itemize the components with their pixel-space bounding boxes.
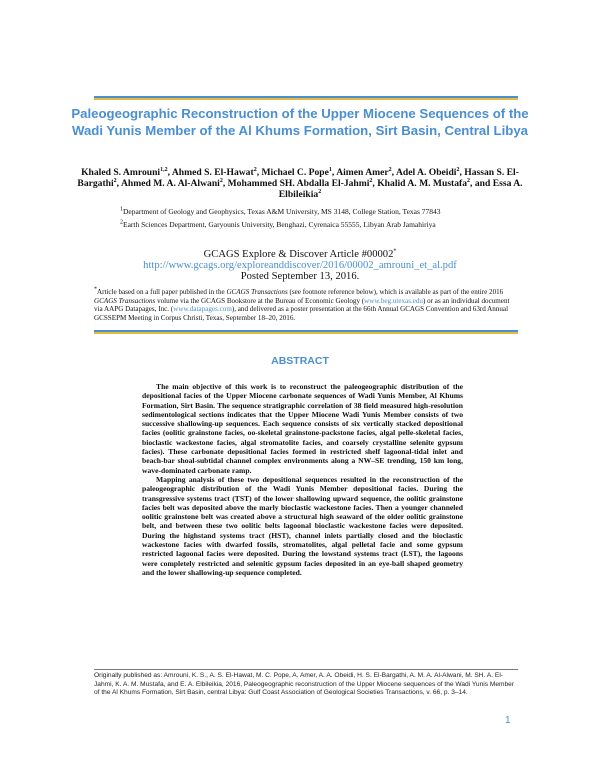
article-label: GCAGS Explore & Discover Article #00002* bbox=[203, 248, 397, 260]
author-name: Ahmed M. A. Al-Alwani bbox=[120, 178, 220, 190]
originally-published-citation: Originally published as: Amrouni, K. S., A. S. El-Hawat, M. C. Pope, A. Amer, A. A. Obeidi, H. S. El-Bargathi, A. M. A. Al-Alwani, M. SH. A. El-Jahmi, K. A. M. Mustafa, and E. A. Elbileikia, 2016, Paleogeographic reconstruction of the Upper Miocene sequences of the Wadi Yunis Member of the Al Khums Formation, Sirt Basin, central Libya: Gulf Coast Association of Geological Societies Transactions, v. 66, p. 3–14. bbox=[94, 672, 515, 697]
mid-rule-gold bbox=[94, 332, 518, 334]
author-name: Adel A. Obeidi bbox=[395, 167, 457, 178]
affiliation-1: $^1$Department of Geology and Geophysics, Texas A&M University, MS 3148, College Station, Texas 77843 bbox=[120, 206, 441, 216]
datapages-link[interactable]: www.datapages.com bbox=[173, 305, 232, 314]
affiliation-2: $^2$Earth Sciences Department, Garyounis University, Benghazi, Cyrenaica 55555, Libyan Arab Jamahiriya bbox=[120, 219, 436, 229]
author-name: Khaled S. Amrouni bbox=[81, 167, 161, 178]
author-name: Khalid A. M. Mustafa bbox=[377, 178, 468, 190]
beg-link[interactable]: www.beg.utexas.edu bbox=[364, 296, 423, 305]
author-name: Aimen Amer bbox=[336, 167, 389, 178]
page-number: 1 bbox=[505, 715, 511, 726]
article-url-link[interactable]: http://www.gcags.org/exploreanddiscover/2016/00002_amrouni_et_al.pdf bbox=[143, 260, 457, 271]
footnote: *Article based on a full paper published in the GCAGS Transactions (see footnote reference below), which is available as part of the entire 2016 GCAGS Transactions volume via the GCAGS Bookstore at the Bureau of Economic Geology (www.beg.utexas.edu) or as an individual document via AAPG Datapages, Inc. (www.datapages.com), and delivered as a poster presentation at the 66th Annual GCAGS Convention and 63rd Annual GCSSEPM Meeting in Corpus Christi, Texas, September 18–20, 2016. bbox=[94, 286, 510, 323]
citation-divider bbox=[94, 669, 518, 670]
abstract-paragraph-2: Mapping analysis of these two depositional sequences resulted in the reconstruction of the paleogeographic distribution of the Wadi Yunis Member depositional facies. During the transgressive systems tract (TST) of the lower shallowing upward sequence, the oolitic grainstone facies belt was deposited above the marly bioclastic wackestone facies. Then a younger channeled oolitic grainstone belt was created above a structural high seaward of the older oolitic grainstone belt, and between these two oolitic belts lagoonal bioclastic wackestone facies were deposited. During the highstand systems tract (HST), channel inlets partially closed and the bioclastic wackestone facies with dwarfed fossils, stromatolites, algal pelletal facie and some gypsum restricted lagoonal facies were deposited. During the lowstand systems tract (LST), the lagoons were completely restricted and selenitic gypsum facies deposited in an eye-ball shaped geometry and the lower shallowing-up sequence completed. bbox=[142, 474, 463, 577]
paper-title: Paleogeographic Reconstruction of the Upper Miocene Sequences of the Wadi Yunis Member of the Al Khums Formation, Sirt Basin, Central Libya bbox=[71, 106, 529, 138]
author-list: Khaled S. Amrouni$^{1,2}$, Ahmed S. El-Hawat$^2$, Michael C. Pope$^1$, Aimen Amer$^2$, Adel A. Obeidi$^2$, Hassan S. El-Bargathi$^2$, Ahmed M. A. Al-Alwani$^2$, Mohammed SH. Abdalla El-Jahmi$^2$, Khalid A. M. Mustafa$^2$, and Essa A. Elbileikia$^2$ bbox=[77, 166, 523, 201]
author-name: Mohammed SH. Abdalla El-Jahmi bbox=[227, 178, 370, 190]
author-name: Ahmed S. El-Hawat bbox=[171, 167, 254, 178]
abstract-heading: ABSTRACT bbox=[271, 355, 329, 367]
top-rule-gold bbox=[94, 98, 518, 100]
author-name: Hassan S. El-Bargathi bbox=[77, 167, 519, 190]
abstract-body bbox=[142, 382, 463, 577]
author-name: Michael C. Pope bbox=[261, 167, 329, 178]
author-name: Essa A. Elbileikia bbox=[278, 178, 523, 201]
abstract-paragraph-1: The main objective of this work is to reconstruct the paleogeographic distribution of the depositional facies of the Upper Miocene carbonate sequences of Wadi Yunis Member, Al Khums Formation, Sirt Basin. The sequence stratigraphic correlation of 38 field measured high-resolution sedimentological sections indicates that the Upper Miocene Wadi Yunis Member consists of two successive shallowing-up sequences. Each sequence consists of six vertically stacked depositional facies (oolitic grainstone facies, oo-skeletal grainstone-packstone facies, algal pelle-skeletal facies, bioclastic wackestone facies, algal stromatolite facies, and coarsely crystalline selenite gypsum facies). These carbonate depositional facies formed in restricted shelf lagoonal-tidal inlet and beach-bar shoal-subtidal channel complex environments along a NW–SE trending, 150 km long, wave-dominated carbonate ramp. bbox=[142, 382, 463, 475]
posted-date: Posted September 13, 2016. bbox=[240, 271, 360, 282]
